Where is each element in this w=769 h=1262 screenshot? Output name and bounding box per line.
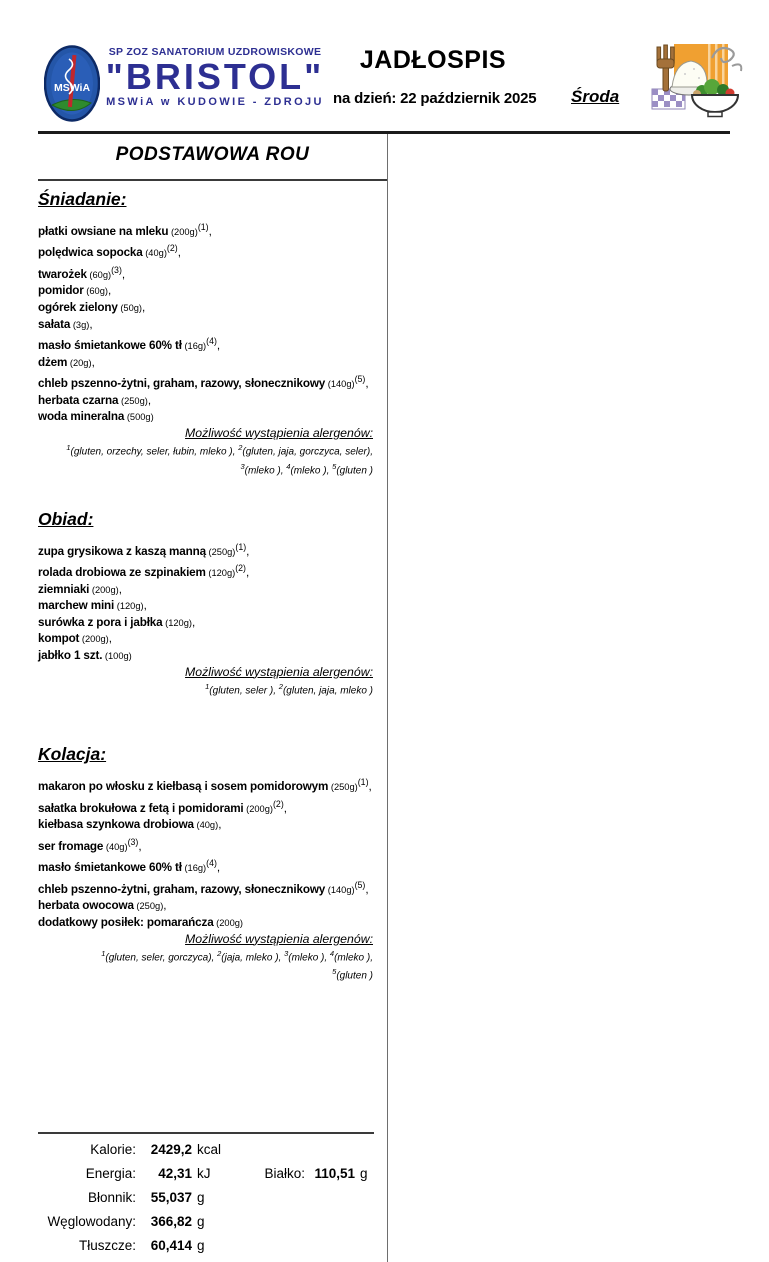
meal-items-dinner <box>38 774 387 931</box>
allergen-heading: Możliwość wystąpienia alergenów: <box>185 931 373 946</box>
org-name: "BRISTOL" <box>105 56 325 97</box>
meal-title-breakfast: Śniadanie: <box>38 189 127 209</box>
allergen-line: $^1$(gluten, seler, gorczyca), $^2$(jaja, mleko ), $^3$(mleko ), $^4$(mleko ), <box>101 948 373 963</box>
allergen-heading: Możliwość wystąpienia alergenów: <box>185 664 373 679</box>
nutrition-label: Kalorie: <box>90 1142 136 1158</box>
meal-section-lunch <box>38 509 387 699</box>
nutrition-value: 60,414 <box>150 1238 192 1254</box>
menu-item: płatki owsiane na mleku $(200g)^{(1)}$, <box>38 222 212 238</box>
nutrition-unit: g <box>197 1238 205 1254</box>
nutrition-unit: g <box>360 1166 368 1182</box>
org-logo <box>94 46 336 108</box>
nutrition-unit: g <box>197 1214 205 1230</box>
meal-items-breakfast <box>38 219 387 426</box>
nutrition-summary <box>38 1132 374 1253</box>
org-subtitle-bottom: MSWiA w KUDOWIE - ZDROJU <box>106 96 324 108</box>
menu-item: kiełbasa szynkowa drobiowa (40g), <box>38 818 222 832</box>
nutrition-label: Tłuszcze: <box>78 1238 136 1254</box>
allergen-lines <box>38 441 373 479</box>
allergens-dinner <box>38 932 387 985</box>
menu-item: pomidor (60g), <box>38 284 112 298</box>
menu-item: chleb pszenno-żytni, graham, razowy, słonecznikowy $(140g)^{(5)}$, <box>38 879 369 896</box>
menu-item: dżem (20g), <box>38 355 95 369</box>
nutrition-value: 2429,2 <box>150 1142 192 1158</box>
menu-item: chleb pszenno-żytni, graham, razowy, słonecznikowy $(140g)^{(5)}$, <box>38 374 369 391</box>
meal-items-lunch <box>38 539 387 665</box>
allergen-heading: Możliwość wystąpienia alergenów: <box>185 425 373 440</box>
document-header <box>0 0 769 131</box>
nutrition-unit: kJ <box>197 1166 211 1182</box>
nutrition-value: 366,82 <box>150 1214 192 1230</box>
nutrition-unit: kcal <box>197 1142 222 1158</box>
nutrition-row-fiber <box>38 1190 374 1205</box>
menu-item: sałatka brokułowa z fetą i pomidorami $(200g)^{(2)}$, <box>38 798 288 815</box>
nutrition-protein <box>253 1166 368 1181</box>
menu-item: ogórek zielony (50g), <box>38 301 146 315</box>
nutrition-label: Błonnik: <box>87 1190 136 1206</box>
allergen-line: $^1$(gluten, seler ), $^2$(gluten, jaja, mleko ) <box>205 681 373 696</box>
document-date: na dzień: 22 październik 2025 <box>333 90 537 107</box>
allergen-line: $^5$(gluten ) <box>332 967 373 982</box>
nutrition-row-fat <box>38 1238 374 1253</box>
menu-column-podstawowa <box>38 134 388 1262</box>
menu-item: sałata (3g), <box>38 317 93 331</box>
menu-item: herbata czarna (250g), <box>38 393 152 407</box>
nutrition-row-energy <box>38 1166 374 1181</box>
allergens-lunch <box>38 665 387 699</box>
meal-section-dinner <box>38 744 387 984</box>
nutrition-label: Energia: <box>85 1166 136 1182</box>
meal-clipart-icon <box>650 42 744 127</box>
menu-item: zupa grysikowa z kaszą manną $(250g)^{(1)}$, <box>38 541 250 558</box>
menu-item: masło śmietankowe 60% tł $(16g)^{(4)}$, <box>38 336 221 353</box>
menu-item: makaron po włosku z kiełbasą i sosem pomidorowym $(250g)^{(1)}$, <box>38 777 372 794</box>
mswia-emblem-icon <box>44 45 100 127</box>
menu-item: herbata owocowa (250g), <box>38 899 167 913</box>
menu-item: jabłko 1 szt. (100g) <box>38 648 132 662</box>
diet-column-title: PODSTAWOWA ROU <box>38 134 387 181</box>
document-title: JADŁOSPIS <box>359 46 507 74</box>
menu-item: masło śmietankowe 60% tł $(16g)^{(4)}$, <box>38 858 221 875</box>
menu-item: surówka z pora i jabłka (120g), <box>38 615 196 629</box>
meal-title-dinner: Kolacja: <box>38 744 107 765</box>
menu-item: dodatkowy posiłek: pomarańcza (200g) <box>38 916 244 930</box>
menu-item: rolada drobiowa ze szpinakiem $(120g)^{(2)}$, <box>38 563 250 580</box>
allergens-breakfast <box>38 426 387 479</box>
nutrition-label: Węglowodany: <box>47 1214 136 1230</box>
menu-item: woda mineralna (500g) <box>38 410 154 424</box>
menu-item: ziemniaki (200g), <box>38 582 122 596</box>
menu-item: ser fromage $(40g)^{(3)}$, <box>38 836 142 853</box>
menu-body <box>38 134 769 1262</box>
weekday-label: Środa <box>571 87 620 106</box>
menu-item: marchew mini (120g), <box>38 599 147 613</box>
org-subtitle-top: SP ZOZ SANATORIUM UZDROWISKOWE <box>108 46 322 58</box>
meal-title-lunch: Obiad: <box>38 508 94 529</box>
menu-item: kompot (200g), <box>38 632 113 646</box>
nutrition-row-calories <box>38 1142 374 1157</box>
nutrition-value: 110,51 <box>314 1166 355 1182</box>
nutrition-row-carbs <box>38 1214 374 1229</box>
allergen-line: $^1$(gluten, orzechy, seler, łubin, mleko ), $^2$(gluten, jaja, gorczyca, seler), <box>66 442 373 458</box>
menu-item: polędwica sopocka $(40g)^{(2)}$, <box>38 243 181 260</box>
nutrition-label: Białko: <box>264 1166 305 1182</box>
nutrition-value: 42,31 <box>158 1166 192 1182</box>
nutrition-unit: g <box>197 1190 205 1206</box>
title-block <box>333 46 537 107</box>
meal-section-breakfast <box>38 189 387 479</box>
nutrition-value: 55,037 <box>150 1190 192 1206</box>
allergen-line: $^3$(mleko ), $^4$(mleko ), $^5$(gluten ) <box>240 461 373 477</box>
empty-menu-column <box>388 134 769 1262</box>
allergen-lines <box>38 947 373 985</box>
menu-item: twarożek $(60g)^{(3)}$, <box>38 264 126 281</box>
emblem-text: MSWiA <box>53 82 91 94</box>
allergen-lines <box>38 680 373 699</box>
